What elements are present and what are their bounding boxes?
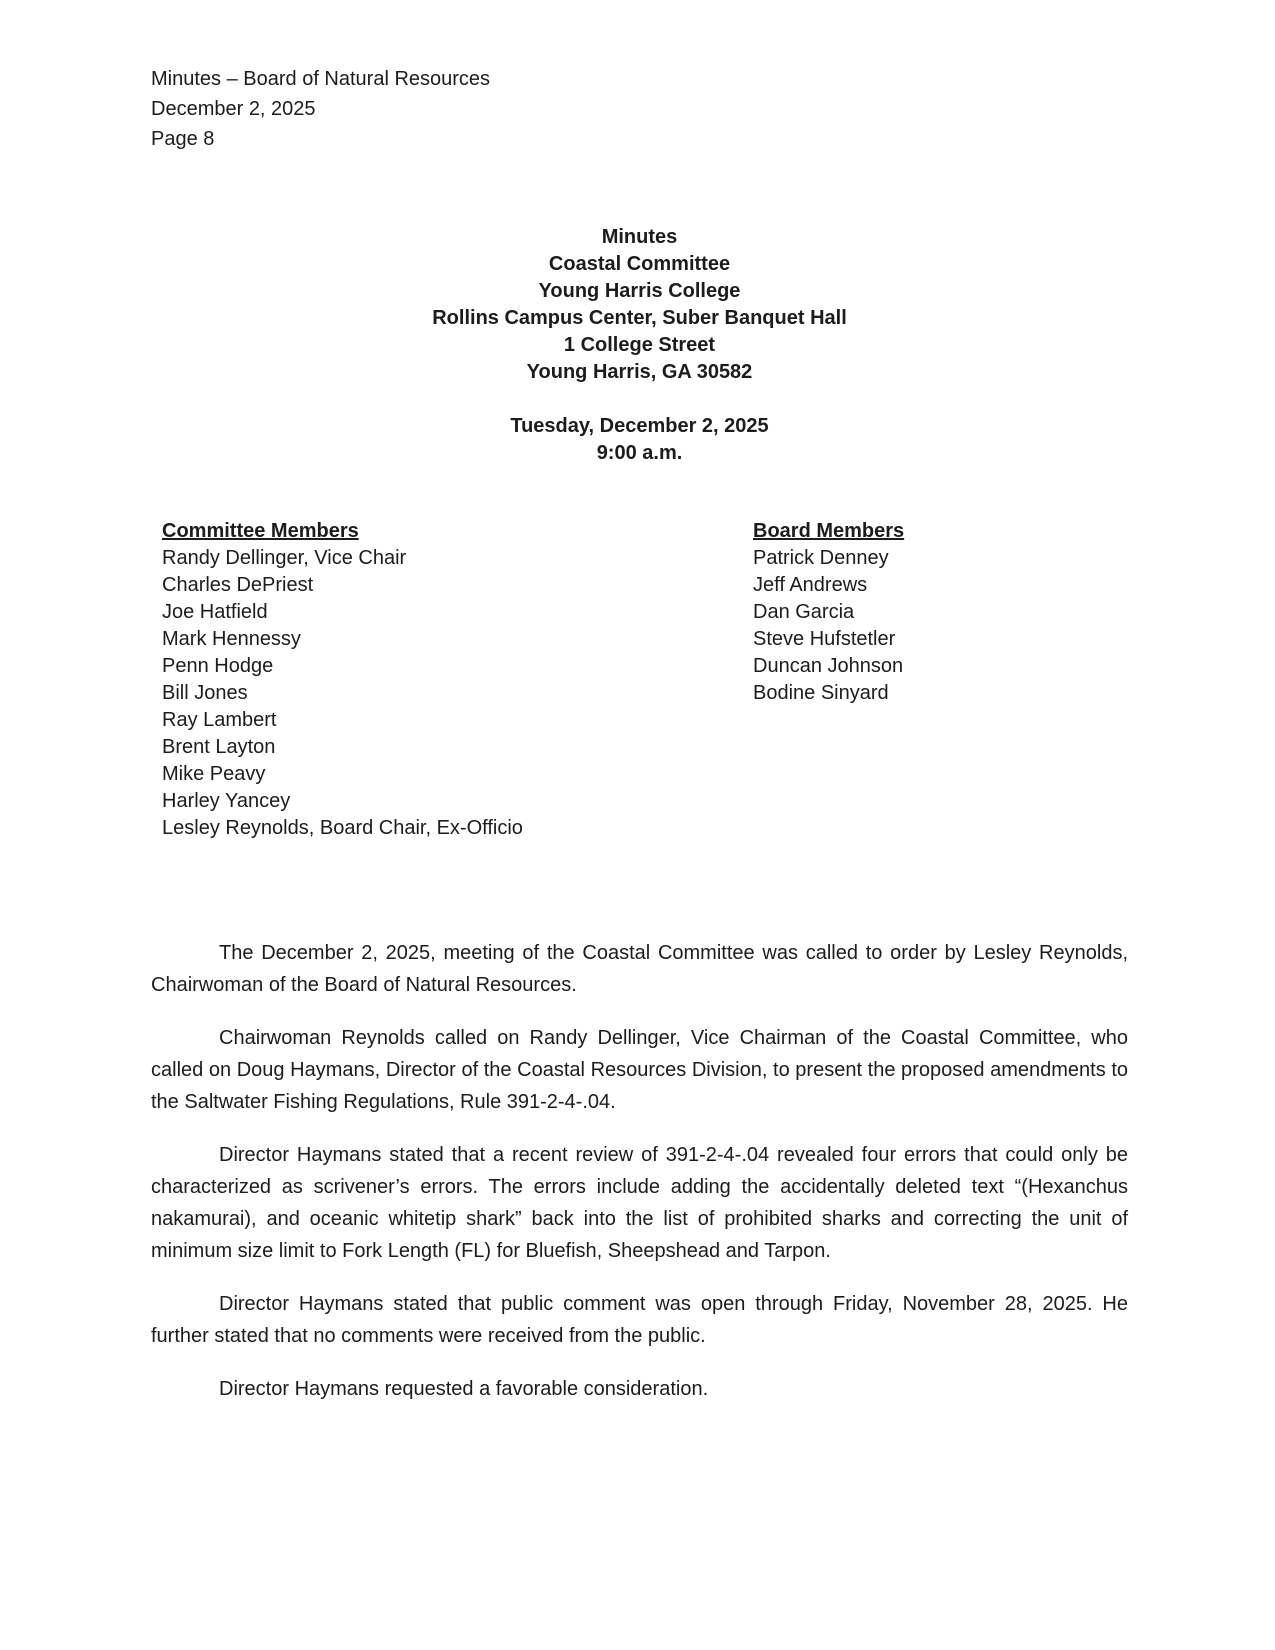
body-paragraph: Director Haymans stated that a recent review of 391-2-4-.04 revealed four errors that could only be characterized as scrivener’s errors. The errors include adding the accidentally deleted text “(Hexanchus nakamurai), and oceanic whitetip shark” back into the list of prohibited sharks and correcting the unit of minimum size limit to Fork Length (FL) for Bluefish, Sheepshead and Tarpon.	[151, 1144, 1128, 1262]
committee-member-name: Bill Jones	[162, 682, 248, 704]
board-members-column	[753, 518, 1128, 842]
committee-member-name: Lesley Reynolds, Board Chair, Ex-Officio	[162, 817, 523, 839]
board-member-name: Duncan Johnson	[753, 655, 904, 677]
board-member-name: Jeff Andrews	[753, 574, 868, 596]
board-members-heading: Board Members	[753, 520, 905, 542]
members-section	[151, 518, 1128, 842]
meeting-heading-line: 1 College Street	[563, 334, 716, 356]
meeting-heading-line: Young Harris, GA 30582	[526, 361, 753, 383]
page-header-line: Minutes – Board of Natural Resources	[151, 68, 491, 90]
meeting-heading-line: Coastal Committee	[548, 253, 731, 275]
body-paragraph: Chairwoman Reynolds called on Randy Dellinger, Vice Chairman of the Coastal Committee, who called on Doug Haymans, Director of the Coastal Resources Division, to present the proposed amendments to the Saltwater Fishing Regulations, Rule 391-2-4-.04.	[151, 1027, 1128, 1113]
committee-member-name: Mark Hennessy	[162, 628, 301, 650]
minutes-body	[151, 937, 1128, 1405]
board-member-name: Patrick Denney	[753, 547, 889, 569]
body-paragraph: Director Haymans requested a favorable consideration.	[219, 1378, 709, 1400]
board-member-name: Steve Hufstetler	[753, 628, 896, 650]
board-members-list	[753, 545, 1128, 707]
page-header	[151, 64, 1128, 154]
meeting-heading-line: Minutes	[601, 226, 678, 248]
body-paragraph: Director Haymans stated that public comment was open through Friday, November 28, 2025. He further stated that no comments were received from the public.	[151, 1293, 1128, 1347]
committee-member-name: Harley Yancey	[162, 790, 291, 812]
meeting-datetime-lines	[151, 413, 1128, 467]
meeting-datetime-line: Tuesday, December 2, 2025	[510, 415, 769, 437]
committee-member-name: Joe Hatfield	[162, 601, 268, 623]
meeting-title-block	[151, 224, 1128, 467]
board-member-name: Bodine Sinyard	[753, 682, 889, 704]
committee-members-list	[162, 545, 753, 842]
committee-member-name: Randy Dellinger, Vice Chair	[162, 547, 407, 569]
committee-member-name: Mike Peavy	[162, 763, 266, 785]
committee-member-name: Charles DePriest	[162, 574, 314, 596]
meeting-datetime-line: 9:00 a.m.	[596, 442, 683, 464]
meeting-heading-line: Rollins Campus Center, Suber Banquet Hall	[432, 307, 847, 329]
page-header-line: Page 8	[151, 128, 215, 150]
meeting-heading-lines	[151, 224, 1128, 386]
committee-member-name: Penn Hodge	[162, 655, 274, 677]
committee-members-column	[151, 518, 753, 842]
meeting-heading-line: Young Harris College	[538, 280, 741, 302]
committee-member-name: Brent Layton	[162, 736, 276, 758]
board-member-name: Dan Garcia	[753, 601, 855, 623]
committee-members-heading: Committee Members	[162, 520, 359, 542]
committee-member-name: Ray Lambert	[162, 709, 277, 731]
body-paragraph: The December 2, 2025, meeting of the Coastal Committee was called to order by Lesley Reynolds, Chairwoman of the Board of Natural Resources.	[151, 942, 1128, 996]
page-header-line: December 2, 2025	[151, 98, 316, 120]
